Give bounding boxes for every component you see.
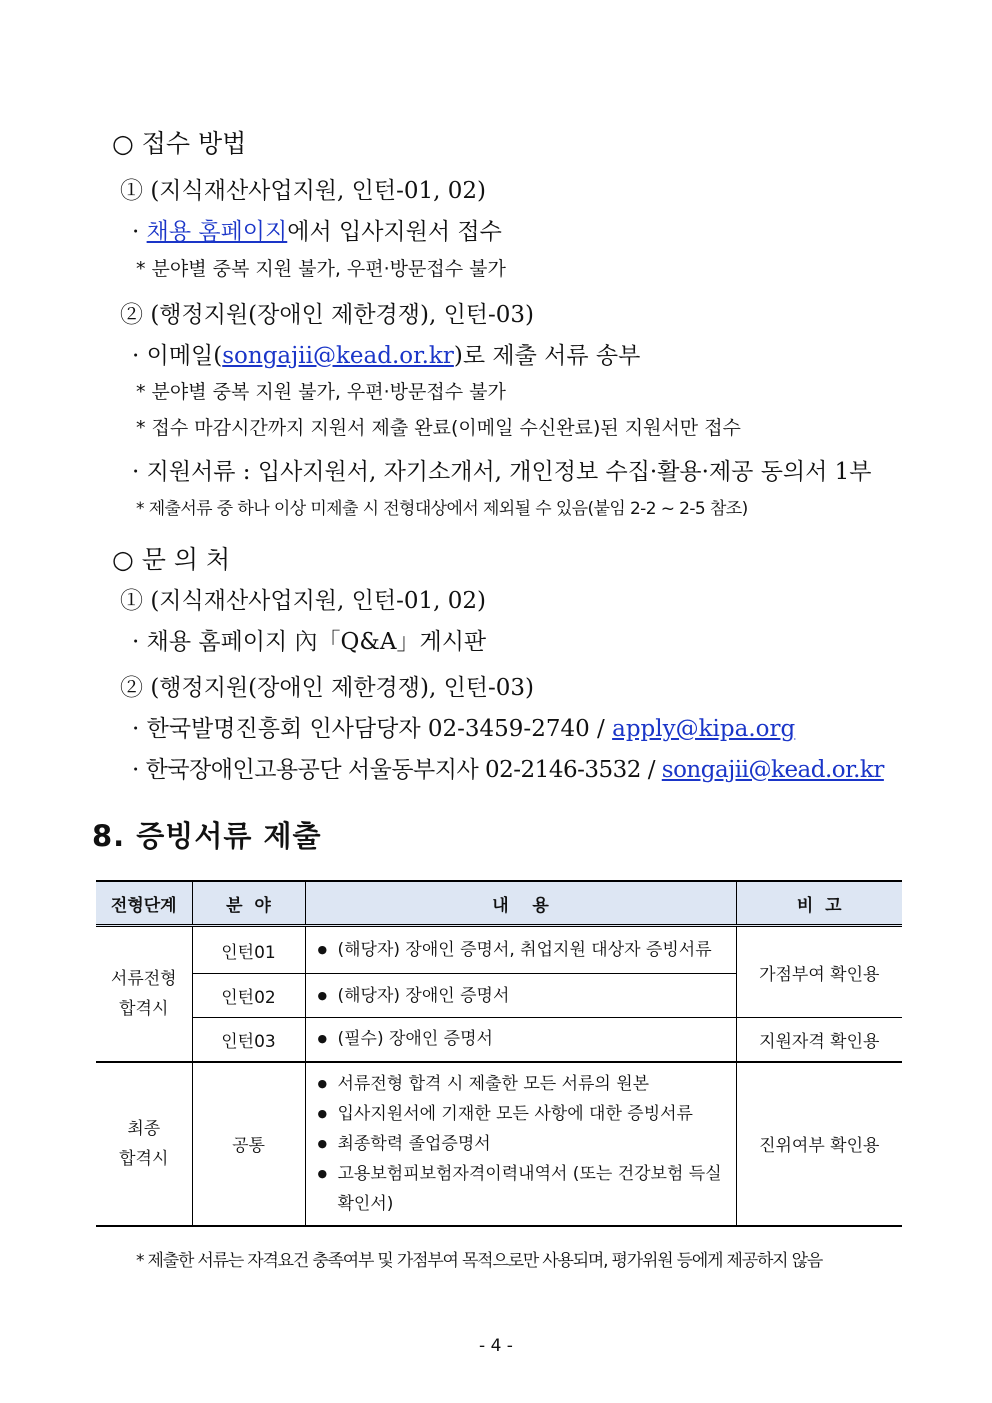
table-row — [96, 926, 902, 974]
table-row — [96, 1018, 902, 1062]
group-title: (행정지원(장애인 제한경쟁), 인턴-03) — [150, 302, 535, 328]
reception-note-a: * 분야별 중복 지원 불가, 우편·방문접수 불가 — [136, 258, 506, 280]
field-cell: 인턴02 — [192, 974, 305, 1018]
list-item: ● (필수) 장애인 증명서 — [316, 1024, 728, 1054]
circled-number-1: ① — [120, 588, 143, 614]
bullet-dot: · — [132, 219, 147, 245]
remark-authenticity: 진위여부 확인용 — [736, 1062, 902, 1226]
list-item: ● 서류전형 합격 시 제출한 모든 서류의 원본 — [316, 1069, 728, 1099]
inquiry-group-b-title — [120, 669, 534, 702]
reception-note-b1: * 분야별 중복 지원 불가, 우편·방문접수 불가 — [136, 381, 506, 403]
stage-final-pass: 최종 합격시 — [96, 1062, 192, 1226]
recruit-homepage-link[interactable]: 채용 홈페이지 — [146, 219, 288, 245]
contact-kipa-text: · 한국발명진흥회 인사담당자 02-3459-2740 / — [132, 716, 613, 742]
inquiry-group-a-title — [120, 582, 486, 615]
stage-document-pass: 서류전형 합격시 — [96, 926, 192, 1062]
evidence-table — [96, 880, 902, 1227]
content-cell — [305, 1018, 736, 1062]
remark-eligibility: 지원자격 확인용 — [736, 1018, 902, 1062]
email-line-pre: · 이메일( — [132, 343, 223, 369]
remark-bonus: 가점부여 확인용 — [736, 926, 902, 1018]
email-line-post: )로 제출 서류 송부 — [453, 343, 641, 369]
section8-footnote: * 제출한 서류는 자격요건 충족여부 및 가점부여 목적으로만 사용되며, 평가위원 등에게 제공하지 않음 — [136, 1251, 823, 1271]
inquiry-heading: ○ 문 의 처 — [112, 545, 231, 574]
table-header-row — [96, 881, 902, 926]
field-cell: 인턴03 — [192, 1018, 305, 1062]
reception-email-link[interactable]: songajii@kead.or.kr — [222, 343, 454, 369]
content-cell — [305, 1062, 736, 1226]
page-number: - 4 - — [479, 1336, 513, 1356]
homepage-line-rest: 에서 입사지원서 접수 — [287, 219, 502, 245]
inquiry-contact-kead — [132, 751, 884, 784]
reception-heading: ○ 접수 방법 — [112, 129, 247, 158]
header-content: 내 용 — [305, 881, 736, 926]
list-item: ● 입사지원서에 기재한 모든 사항에 대한 증빙서류 — [316, 1099, 728, 1129]
reception-homepage-line — [132, 213, 502, 246]
inquiry-qa-line: · 채용 홈페이지 內「Q&A」게시판 — [132, 629, 487, 655]
reception-note-b3: * 제출서류 중 하나 이상 미제출 시 전형대상에서 제외될 수 있음(붙임 2-2 ~ 2-5 참조) — [136, 499, 748, 519]
content-cell — [305, 926, 736, 974]
header-field: 분 야 — [192, 881, 305, 926]
section8-title: 8. 증빙서류 제출 — [92, 819, 322, 853]
group-title: (지식재산사업지원, 인턴-01, 02) — [150, 178, 486, 204]
reception-note-b2: * 접수 마감시간까지 지원서 제출 완료(이메일 수신완료)된 지원서만 접수 — [136, 417, 741, 439]
reception-group-a-title — [120, 172, 486, 205]
field-cell: 인턴01 — [192, 926, 305, 974]
list-item: ● (해당자) 장애인 증명서 — [316, 981, 728, 1011]
kipa-email-link[interactable]: apply@kipa.org — [612, 716, 796, 742]
group-title: (행정지원(장애인 제한경쟁), 인턴-03) — [150, 675, 535, 701]
circled-number-2: ② — [120, 302, 143, 328]
kead-email-link[interactable]: songajii@kead.or.kr — [661, 757, 884, 783]
group-title: (지식재산사업지원, 인턴-01, 02) — [150, 588, 486, 614]
list-item: ● 고용보험피보험자격이력내역서 (또는 건강보험 득실확인서) — [316, 1159, 728, 1219]
table-row — [96, 1062, 902, 1226]
content-cell — [305, 974, 736, 1018]
field-cell: 공통 — [192, 1062, 305, 1226]
reception-email-line — [132, 337, 640, 370]
contact-kead-text: · 한국장애인고용공단 서울동부지사 02-2146-3532 / — [132, 757, 662, 783]
circled-number-2: ② — [120, 675, 143, 701]
header-remark: 비 고 — [736, 881, 902, 926]
list-item: ● 최종학력 졸업증명서 — [316, 1129, 728, 1159]
circled-number-1: ① — [120, 178, 143, 204]
inquiry-contact-kipa — [132, 710, 795, 743]
list-item: ● (해당자) 장애인 증명서, 취업지원 대상자 증빙서류 — [316, 935, 728, 965]
header-stage: 전형단계 — [96, 881, 192, 926]
reception-group-b-title — [120, 296, 534, 329]
reception-docs-line: · 지원서류 : 입사지원서, 자기소개서, 개인정보 수집·활용·제공 동의서 1부 — [132, 459, 872, 485]
